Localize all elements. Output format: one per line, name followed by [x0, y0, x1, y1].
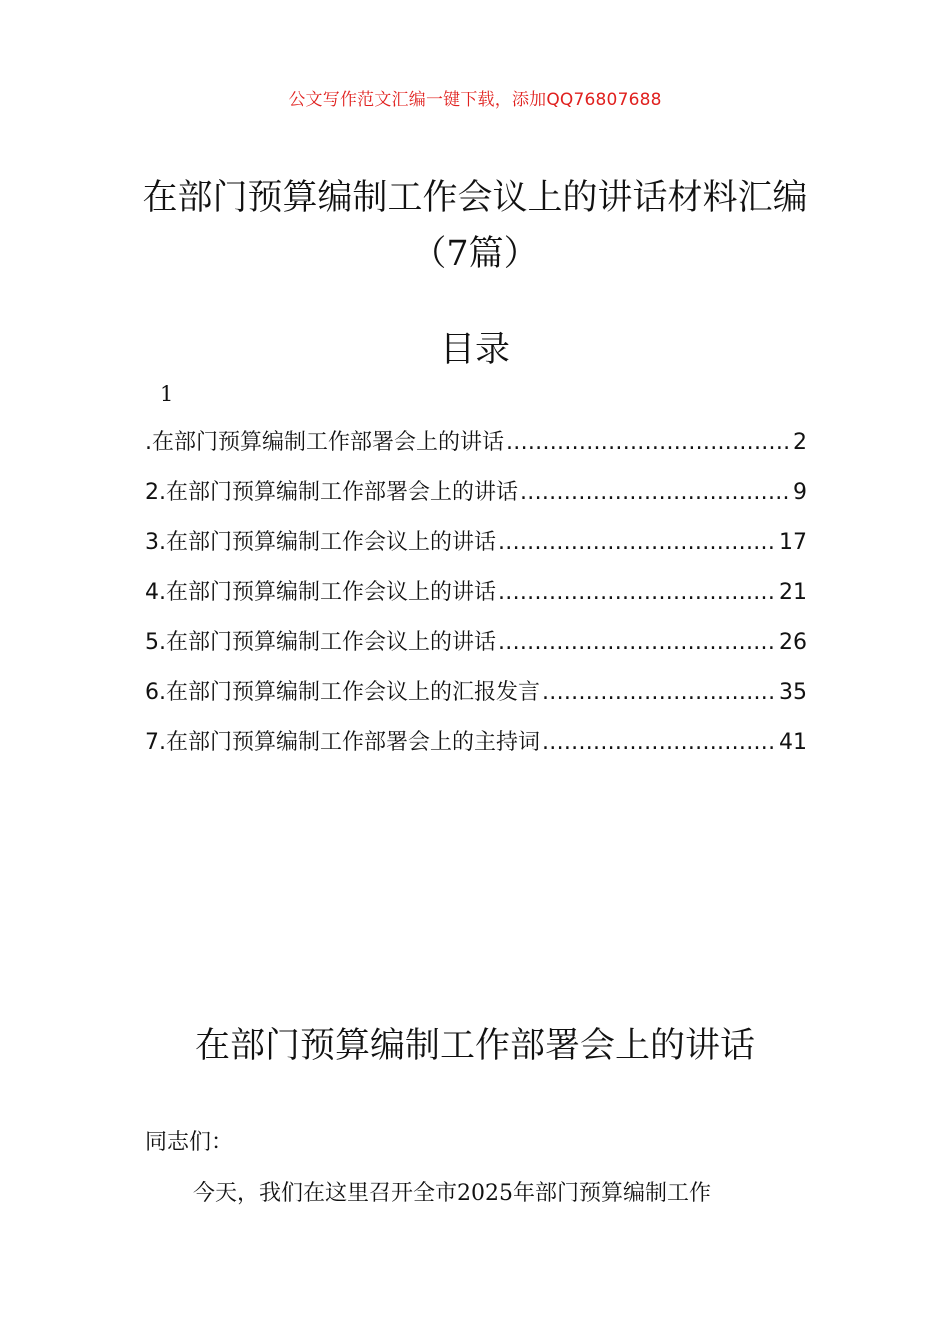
toc-entry[interactable]	[145, 678, 807, 728]
title-text-part1: 在部门预算编制工作会议上的讲话材料汇编（	[142, 178, 808, 274]
toc-entry[interactable]	[145, 428, 807, 478]
salutation: 同志们：	[145, 1130, 234, 1155]
toc-entry[interactable]	[145, 478, 807, 528]
toc-entry-title: .在部门预算编制工作部署会上的讲话	[145, 430, 504, 455]
toc-entry[interactable]	[145, 628, 807, 678]
toc-entry-title: 3.在部门预算编制工作会议上的讲话	[145, 530, 496, 555]
toc-leader-dots	[498, 578, 777, 608]
toc-entry-title: 5.在部门预算编制工作会议上的讲话	[145, 630, 496, 655]
toc-leader-dots	[498, 628, 777, 658]
toc-leader-dots	[542, 678, 777, 708]
toc-entry-title: 2.在部门预算编制工作部署会上的讲话	[145, 480, 518, 505]
body-paragraph	[145, 1176, 810, 1212]
toc-leader-dots	[520, 478, 791, 508]
toc-entry[interactable]	[145, 528, 807, 578]
toc-entry-title: 4.在部门预算编制工作会议上的讲话	[145, 580, 496, 605]
toc-leader-dots	[506, 428, 791, 458]
toc-entry-title: 6.在部门预算编制工作会议上的汇报发言	[145, 680, 540, 705]
toc-entry-page: 21	[779, 580, 807, 605]
toc-entry-page: 2	[793, 430, 807, 455]
section-title: 在部门预算编制工作部署会上的讲话	[194, 1026, 755, 1066]
download-notice: 公文写作范文汇编一键下载，添加QQ76807688	[288, 90, 662, 110]
toc-entry-page: 41	[779, 730, 807, 755]
toc-leader-dots	[542, 728, 777, 758]
title-text-part2: 篇）	[468, 234, 539, 274]
table-of-contents	[145, 428, 807, 778]
toc-leader-dots	[498, 528, 777, 558]
toc-entry-page: 35	[779, 680, 807, 705]
para-text-part1: 今天，我们在这里召开全市	[193, 1181, 458, 1206]
toc-entry[interactable]	[145, 728, 807, 778]
title-count: 7	[446, 234, 469, 274]
toc-stray-number: 1	[160, 382, 174, 406]
toc-entry-page: 17	[779, 530, 807, 555]
toc-entry-title: 7.在部门预算编制工作部署会上的主持词	[145, 730, 540, 755]
toc-entry[interactable]	[145, 578, 807, 628]
para-text-part2: 年部门预算编制工作	[513, 1181, 712, 1206]
para-year: 2025	[457, 1181, 514, 1206]
document-title	[140, 170, 810, 282]
toc-heading: 目录	[439, 330, 510, 370]
toc-entry-page: 9	[793, 480, 807, 505]
toc-entry-page: 26	[779, 630, 807, 655]
